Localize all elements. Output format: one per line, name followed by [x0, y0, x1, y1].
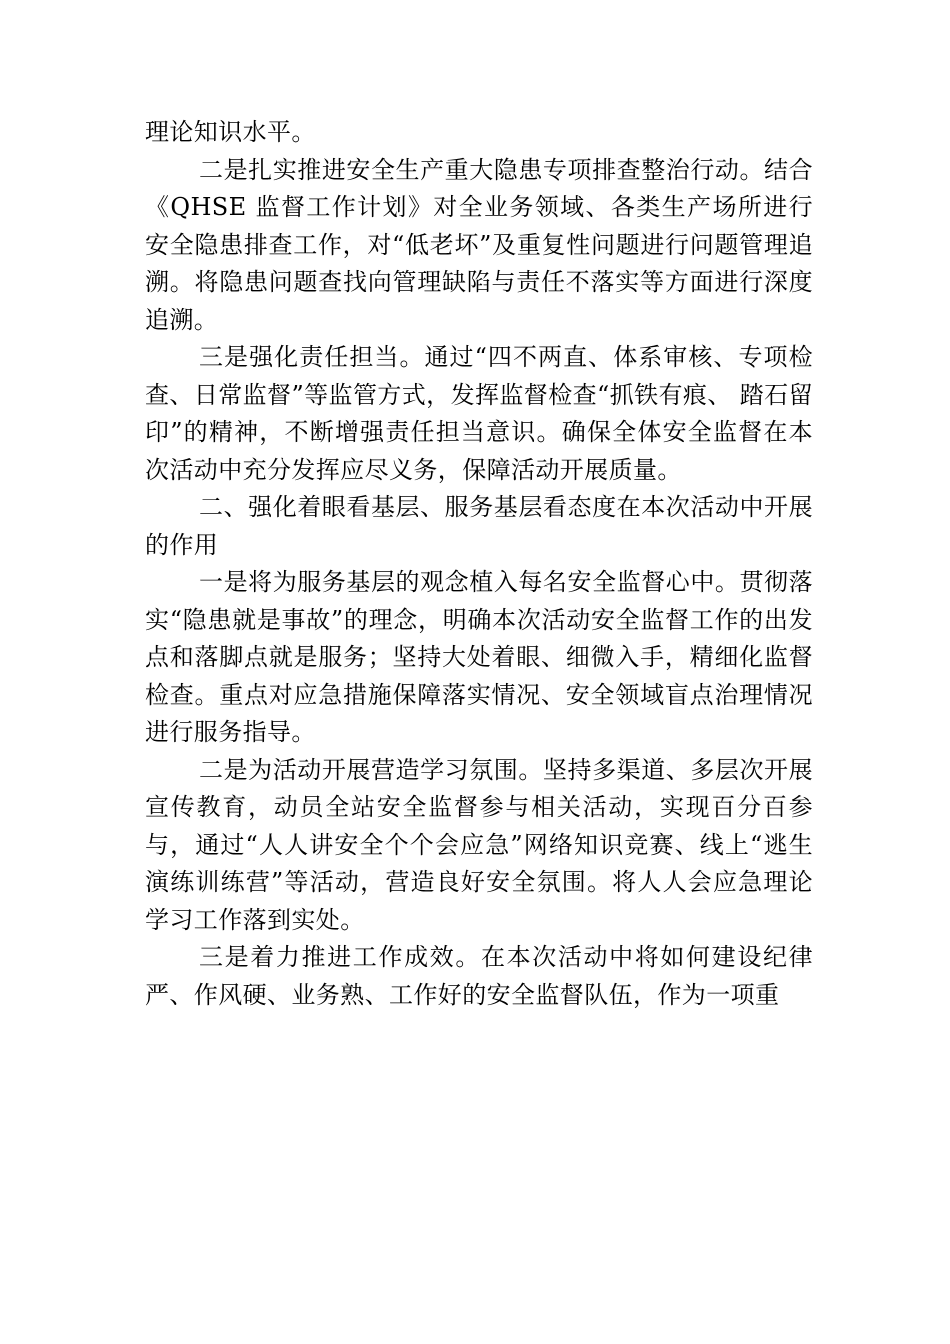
paragraph-work-effectiveness: 三是着力推进工作成效。在本次活动中将如何建设纪律严、作风硬、业务熟、工作好的安全监督队伍，作为一项重: [145, 943, 813, 1009]
paragraph-hazard-inspection: 二是扎实推进安全生产重大隐患专项排查整治行动。结合《QHSE 监督工作计划》对全业务领域、各类生产场所进行安全隐患排查工作，对“低老坏”及重复性问题进行问题管理追溯。将隐患问题查找向管理缺陷与责任不落实等方面进行深度追溯。: [145, 155, 813, 334]
paragraph-service-concept: 一是将为服务基层的观念植入每名安全监督心中。贯彻落实“隐患就是事故”的理念，明确本次活动安全监督工作的出发点和落脚点就是服务；坚持大处着眼、细微入手，精细化监督检查。重点对应急措施保障落实情况、安全领域盲点治理情况进行服务指导。: [145, 568, 813, 746]
document-page: [145, 114, 813, 1014]
paragraph-responsibility: 三是强化责任担当。通过“四不两直、体系审核、专项检查、日常监督”等监管方式，发挥监督检查“抓铁有痕、 踏石留印”的精神，不断增强责任担当意识。确保全体安全监督在本次活动中充分发挥应尽义务，保障活动开展质量。: [145, 343, 813, 484]
paragraph-knowledge-level: 理论知识水平。: [145, 118, 316, 146]
section-heading-serve-grassroots: 二、强化着眼看基层、服务基层看态度在本次活动中开展的作用: [145, 493, 813, 559]
paragraph-learning-atmosphere: 二是为活动开展营造学习氛围。坚持多渠道、多层次开展宣传教育，动员全站安全监督参与相关活动，实现百分百参与，通过“人人讲安全个个会应急”网络知识竞赛、线上“逃生演练训练营”等活动，营造良好安全氛围。将人人会应急理论学习工作落到实处。: [145, 755, 813, 934]
